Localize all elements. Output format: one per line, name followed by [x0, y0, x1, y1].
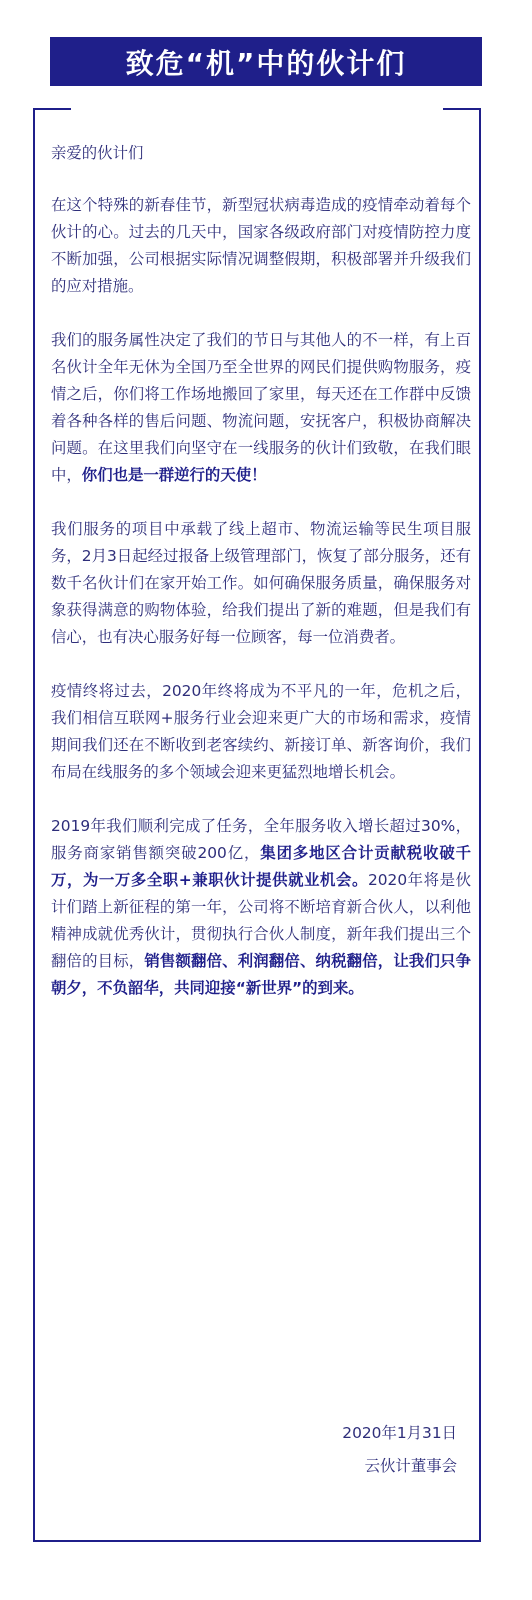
paragraph-2-highlight: 你们也是一群逆行的天使！ [81, 466, 267, 484]
signature-block [342, 1417, 457, 1483]
paragraph-5-highlight-a: 集团多地区合计贡献税收破千万，为一万多全职+兼职伙计提供就业机会。 [51, 844, 471, 889]
paragraph-5-text-b: 2020年将是伙计们踏上新征程的第一年，公司将不断培育新合伙人，以利他精神成就优秀伙计，贯彻执行合伙人制度，新年我们提出三个翻倍的目标， [51, 871, 471, 970]
paragraph-4: 疫情终将过去，2020年终将成为不平凡的一年，危机之后，我们相信互联网+服务行业会迎来更广大的市场和需求，疫情期间我们还在不断收到老客续约、新接订单、新客询价，我们布局在线服务的多个领域会迎来更猛烈地增长机会。 [51, 682, 471, 781]
paragraph-5-text-a: 2019年我们顺利完成了任务，全年服务收入增长超过30%，服务商家销售额突破200亿， [51, 817, 471, 862]
letter-signature: 云伙计董事会 [364, 1457, 457, 1475]
letter-body [51, 140, 471, 1029]
frame-top-right-accent [443, 108, 481, 110]
page-title: 致危“机”中的伙计们 [50, 37, 482, 86]
paragraph-2-text: 我们的服务属性决定了我们的节日与其他人的不一样，有上百名伙计全年无休为全国乃至全世界的网民们提供购物服务，疫情之后，你们将工作场地搬回了家里，每天还在工作群中反馈着各种各样的售后问题、物流问题，安抚客户，积极协商解决问题。在这里我们向坚守在一线服务的伙计们致敬，在我们眼中， [51, 331, 471, 484]
letter-date: 2020年1月31日 [342, 1424, 457, 1442]
paragraph-1: 在这个特殊的新春佳节，新型冠状病毒造成的疫情牵动着每个伙计的心。过去的几天中，国家各级政府部门对疫情防控力度不断加强，公司根据实际情况调整假期，积极部署并升级我们的应对措施。 [51, 196, 471, 295]
greeting: 亲爱的伙计们 [51, 144, 144, 162]
paragraph-2 [51, 327, 471, 489]
paragraph-5 [51, 813, 471, 1002]
frame-top-left-accent [33, 108, 71, 110]
paragraph-5-highlight-b: 销售额翻倍、利润翻倍、纳税翻倍，让我们只争朝夕，不负韶华，共同迎接“新世界”的到来。 [51, 952, 471, 997]
paragraph-3: 我们服务的项目中承载了线上超市、物流运输等民生项目服务，2月3日起经过报备上级管理部门，恢复了部分服务，还有数千名伙计们在家开始工作。如何确保服务质量，确保服务对象获得满意的购物体验，给我们提出了新的难题，但是我们有信心，也有决心服务好每一位顾客，每一位消费者。 [51, 520, 471, 646]
